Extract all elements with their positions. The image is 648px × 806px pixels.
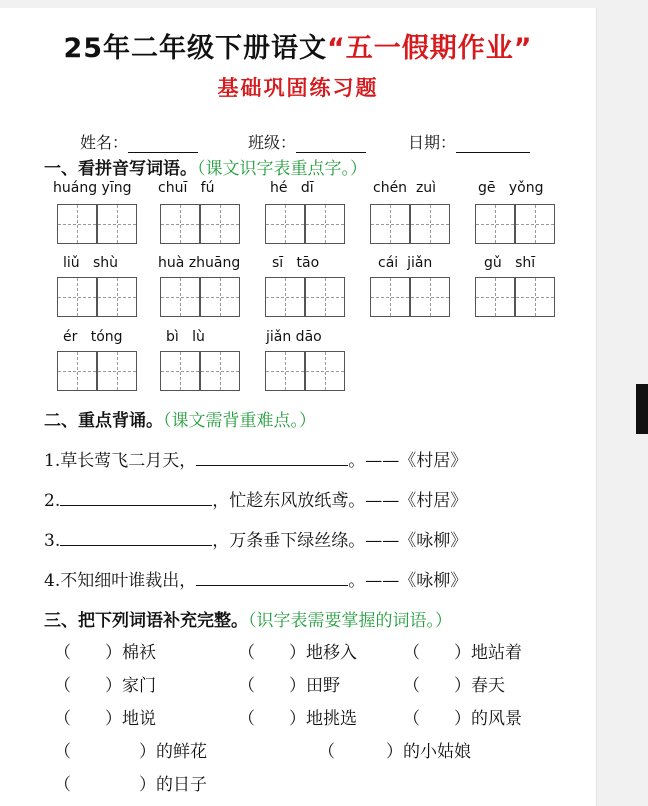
section-2-hint: （课文需背重难点。） [163,411,316,431]
name-field [80,130,198,153]
fill-item[interactable]: （ ）的鲜花 [54,742,207,762]
section-1-hint: （课文识字表重点字。） [197,159,367,179]
fill-item[interactable]: （ ）的小姑娘 [318,742,471,762]
pinyin-label: huà zhuāng [158,255,241,271]
section-3-heading [44,606,452,631]
writing-box[interactable] [200,204,240,244]
poem-text: 草长莺飞二月天， [60,451,197,471]
fill-item[interactable]: （ ）地说 [54,709,156,729]
fill-item[interactable]: （ ）地挑选 [238,709,357,729]
poem-source: ——《咏柳》 [365,571,468,591]
pinyin-label: jiǎn dāo [266,329,322,345]
date-blank [456,136,530,153]
poem-source: ——《咏柳》 [365,531,468,551]
date-field [408,130,530,153]
writing-box[interactable] [57,351,97,391]
section-2-heading [44,406,316,431]
poem-text: 。 [348,571,366,591]
page-subtitle: 基础巩固练习题 [217,75,379,100]
poem-number: 1. [44,451,61,471]
writing-box[interactable] [57,277,97,317]
answer-blank[interactable] [196,569,348,586]
writing-box[interactable] [265,204,305,244]
section-1-heading [44,154,367,179]
answer-blank[interactable] [60,489,212,506]
pinyin-label: liǔ shù [63,255,119,271]
answer-blank[interactable] [60,529,212,546]
pinyin-label: huáng yīng [53,180,132,196]
fill-item[interactable]: （ ）的日子 [54,775,207,795]
writing-box[interactable] [97,277,137,317]
section-2-title: 二、重点背诵。 [44,411,163,431]
answer-blank[interactable] [196,449,348,466]
poem-text: 不知细叶谁裁出， [60,571,197,591]
fill-item[interactable]: （ ）地移入 [238,643,357,663]
side-panel-tab[interactable] [636,384,648,434]
pinyin-label: cái jiǎn [378,255,433,271]
section-3-title: 三、把下列词语补充完整。 [44,611,248,631]
writing-box[interactable] [515,204,555,244]
writing-box[interactable] [410,204,450,244]
poem-text: ，忙趁东风放纸鸢。 [212,491,366,511]
pinyin-label: hé dī [270,180,314,196]
poem-number: 2. [44,491,61,511]
poem-text: ，万条垂下绿丝绦。 [212,531,366,551]
writing-box[interactable] [265,277,305,317]
name-blank [128,136,198,153]
writing-box[interactable] [305,351,345,391]
poem-text: 。 [348,451,366,471]
writing-box[interactable] [200,351,240,391]
poem-source: ——《村居》 [365,451,468,471]
document-page [0,8,597,806]
title-highlight: “五一假期作业” [327,33,533,64]
fill-item[interactable]: （ ）棉袄 [54,643,156,663]
class-blank [296,136,366,153]
pinyin-label: sī tāo [272,255,320,271]
poem-line-2 [44,486,467,511]
writing-box[interactable] [57,204,97,244]
writing-box[interactable] [97,204,137,244]
fill-item[interactable]: （ ）家门 [54,676,156,696]
writing-box[interactable] [515,277,555,317]
writing-box[interactable] [475,204,515,244]
poem-source: ——《村居》 [365,491,468,511]
pinyin-label: ér tóng [63,329,123,345]
fill-item[interactable]: （ ）的风景 [403,709,522,729]
writing-box[interactable] [305,277,345,317]
writing-box[interactable] [265,351,305,391]
poem-line-3 [44,526,467,551]
writing-box[interactable] [410,277,450,317]
writing-box[interactable] [200,277,240,317]
date-label: 日期： [408,133,457,152]
class-field [248,130,366,153]
writing-box[interactable] [475,277,515,317]
poem-line-4 [44,566,467,591]
writing-box[interactable] [160,351,200,391]
pinyin-label: gǔ shī [484,255,536,271]
fill-item[interactable]: （ ）地站着 [403,643,522,663]
pinyin-label: bì lù [166,329,205,345]
writing-box[interactable] [160,277,200,317]
pinyin-label: chén zuì [373,180,437,196]
poem-number: 3. [44,531,61,551]
writing-box[interactable] [370,204,410,244]
fill-item[interactable]: （ ）田野 [238,676,340,696]
writing-box[interactable] [370,277,410,317]
name-label: 姓名： [80,133,129,152]
title-main: 25年二年级下册语文 [63,33,328,64]
fill-item[interactable]: （ ）春天 [403,676,505,696]
writing-box[interactable] [160,204,200,244]
pinyin-label: gē yǒng [478,180,544,196]
class-label: 班级： [248,133,297,152]
pinyin-label: chuī fú [158,180,215,196]
page-title [0,26,596,65]
section-3-hint: （识字表需要掌握的词语。） [248,611,452,631]
poem-line-1 [44,446,467,471]
poem-number: 4. [44,571,61,591]
writing-box[interactable] [97,351,137,391]
writing-box[interactable] [305,204,345,244]
section-1-title: 一、看拼音写词语。 [44,159,197,179]
